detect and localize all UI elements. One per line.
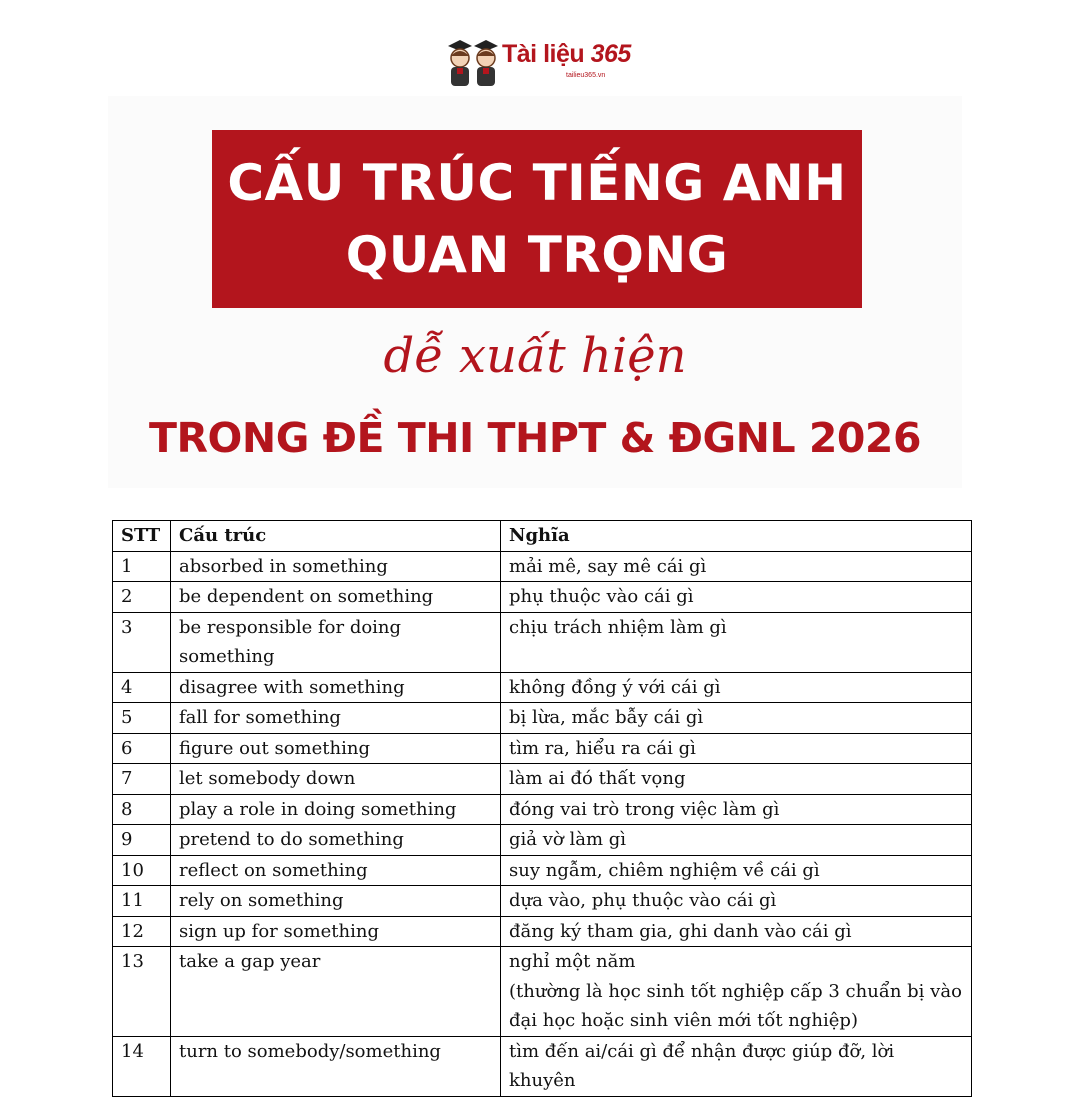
table-row [113, 764, 972, 795]
meaning-text: mải mê, say mê cái gì [509, 555, 707, 577]
meaning-text: tìm đến ai/cái gì để nhận được giúp đỡ, lời [509, 1040, 895, 1062]
table-row [113, 947, 972, 1037]
meaning-text: tìm ra, hiểu ra cái gì [509, 737, 696, 759]
structure-text: be dependent on something [179, 586, 434, 607]
table-row [113, 551, 972, 582]
cell-stt: 8 [113, 794, 171, 825]
table-row [113, 703, 972, 734]
cell-meaning [501, 825, 972, 856]
meaning-text: dựa vào, phụ thuộc vào cái gì [509, 890, 777, 911]
graduates-mascot-icon [446, 36, 500, 88]
cell-stt: 9 [113, 825, 171, 856]
cell-structure [171, 825, 501, 856]
cell-structure [171, 703, 501, 734]
meaning-text: nghỉ một năm [509, 951, 636, 972]
cell-stt: 11 [113, 886, 171, 917]
cell-meaning [501, 672, 972, 703]
cell-stt: 10 [113, 855, 171, 886]
banner-headline: TRONG ĐỀ THI THPT & ĐGNL 2026 [148, 414, 921, 462]
cell-meaning [501, 764, 972, 795]
banner-title-line-1: CẤU TRÚC TIẾNG ANH [227, 154, 847, 212]
vocabulary-table [112, 520, 972, 1097]
meaning-text: làm ai đó thất vọng [509, 768, 686, 789]
logo-number: 365 [590, 40, 631, 68]
cell-stt: 4 [113, 672, 171, 703]
logo-site: tailieu365.vn [566, 72, 606, 79]
table-row [113, 1036, 972, 1096]
cell-structure [171, 672, 501, 703]
cell-structure [171, 855, 501, 886]
table-row [113, 733, 972, 764]
cell-meaning [501, 947, 972, 1037]
structure-text: turn to somebody/something [179, 1040, 441, 1062]
cell-meaning [501, 551, 972, 582]
table-row [113, 582, 972, 613]
cell-structure [171, 916, 501, 947]
cell-structure [171, 886, 501, 917]
cell-stt: 3 [113, 612, 171, 672]
cell-meaning [501, 916, 972, 947]
structure-text: let somebody down [179, 768, 356, 789]
table-row [113, 886, 972, 917]
cell-meaning [501, 794, 972, 825]
cell-stt: 7 [113, 764, 171, 795]
cell-structure [171, 733, 501, 764]
cell-stt: 14 [113, 1036, 171, 1096]
header-meaning: Nghĩa [501, 521, 972, 552]
brand-logo [446, 36, 646, 88]
cell-stt: 1 [113, 551, 171, 582]
table-row [113, 612, 972, 672]
structure-text: fall for something [179, 707, 341, 728]
meaning-text: (thường là học sinh tốt nghiệp cấp 3 chuẩn bị vào [509, 980, 962, 1002]
cell-structure [171, 947, 501, 1037]
meaning-text: giả vờ làm gì [509, 829, 627, 850]
cell-meaning [501, 703, 972, 734]
cell-structure [171, 582, 501, 613]
cell-stt: 13 [113, 947, 171, 1037]
structure-text: pretend to do something [179, 829, 404, 850]
cell-stt: 5 [113, 703, 171, 734]
header-stt: STT [113, 521, 171, 552]
banner-title-line-2: QUAN TRỌNG [345, 226, 729, 284]
meaning-text: không đồng ý với cái gì [509, 676, 721, 698]
table-row [113, 825, 972, 856]
structure-text: something [179, 646, 275, 667]
structure-text: play a role in doing something [179, 798, 457, 820]
meaning-text: phụ thuộc vào cái gì [509, 586, 694, 607]
logo-wordmark [502, 40, 631, 69]
table-row [113, 672, 972, 703]
banner-title-box [212, 130, 862, 308]
cell-meaning [501, 855, 972, 886]
cell-structure [171, 1036, 501, 1096]
meaning-text: đăng ký tham gia, ghi danh vào cái gì [509, 920, 852, 942]
cell-structure [171, 794, 501, 825]
table-row [113, 855, 972, 886]
structure-text: take a gap year [179, 951, 321, 972]
cell-structure [171, 764, 501, 795]
table-header-row [113, 521, 972, 552]
structure-text: be responsible for doing [179, 616, 402, 638]
logo-brand: Tài liệu [502, 40, 585, 68]
meaning-text: bị lừa, mắc bẫy cái gì [509, 707, 704, 728]
cell-stt: 6 [113, 733, 171, 764]
cell-meaning [501, 582, 972, 613]
meaning-text: chịu trách nhiệm làm gì [509, 616, 727, 638]
structure-text: disagree with something [179, 676, 405, 698]
cell-structure [171, 612, 501, 672]
cell-meaning [501, 612, 972, 672]
meaning-text: đóng vai trò trong việc làm gì [509, 798, 780, 820]
cell-meaning [501, 733, 972, 764]
cell-structure [171, 551, 501, 582]
cell-stt: 2 [113, 582, 171, 613]
meaning-text: đại học hoặc sinh viên mới tốt nghiệp) [509, 1010, 858, 1031]
structure-text: absorbed in something [179, 555, 388, 577]
structure-text: rely on something [179, 890, 344, 911]
header-structure: Cấu trúc [171, 521, 501, 552]
cell-meaning [501, 1036, 972, 1096]
table-body [113, 551, 972, 1096]
cell-stt: 12 [113, 916, 171, 947]
banner-subtitle: dễ xuất hiện [383, 328, 687, 384]
table-row [113, 916, 972, 947]
cell-meaning [501, 886, 972, 917]
structure-text: figure out something [179, 737, 370, 759]
structure-text: sign up for something [179, 920, 379, 942]
meaning-text: suy ngẫm, chiêm nghiệm về cái gì [509, 859, 820, 881]
structure-text: reflect on something [179, 859, 368, 881]
meaning-text: khuyên [509, 1070, 576, 1091]
table-row [113, 794, 972, 825]
